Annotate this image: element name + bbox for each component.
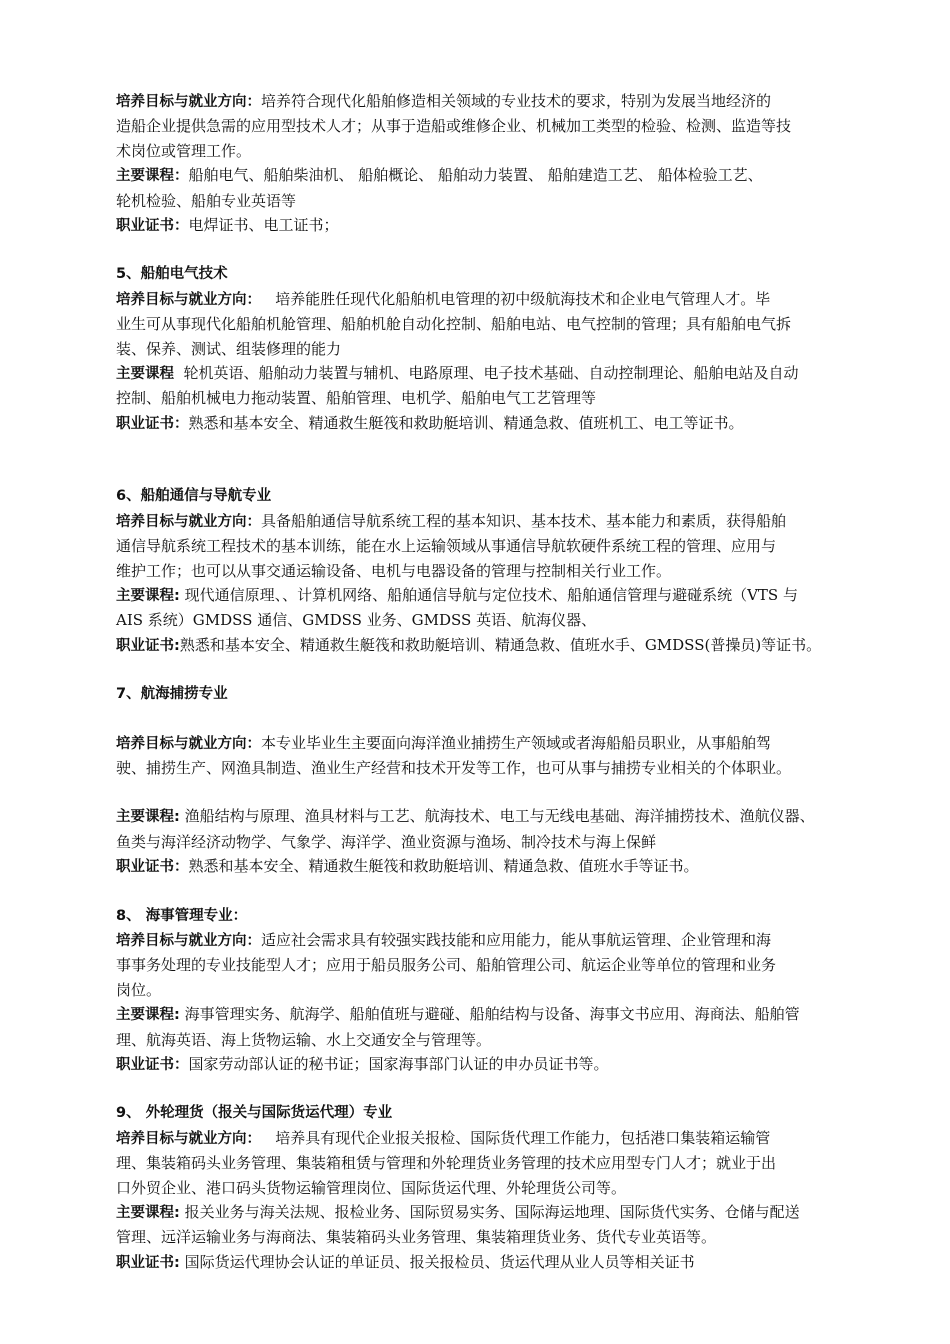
- section-8: [116, 904, 856, 1078]
- course-line: [116, 163, 856, 188]
- goal-text: 适应社会需求具有较强实践技能和应用能力，能从事航运管理、企业管理和海: [261, 930, 772, 949]
- course-text: 轮机检验、船舶专业英语等: [116, 191, 297, 210]
- goal-label: 培养目标与就业方向：: [116, 513, 261, 530]
- goal-line: [116, 928, 856, 953]
- goal-text: 通信导航系统工程技术的基本训练，能在水上运输领域从事通信导航软硬件系统工程的管理、应用与: [116, 537, 777, 556]
- course-text: 管理、远洋运输业务与海商法、集装箱码头业务管理、集装箱理货业务、货代专业英语等。: [116, 1228, 717, 1247]
- section-heading: 6、船舶通信与导航专业: [116, 488, 272, 505]
- goal-text: 岗位。: [116, 980, 162, 999]
- course-text: 轮机英语、船舶动力装置与辅机、电路原理、电子技术基础、自动控制理论、船舶电站及自动: [174, 364, 799, 383]
- goal-line: [116, 731, 856, 756]
- spacer: [116, 880, 856, 904]
- cert-line: [116, 854, 856, 879]
- course-text: 报关业务与海关法规、报检业务、国际贸易实务、国际海运地理、国际货代实务、仓储与配送: [179, 1203, 800, 1222]
- spacer: [116, 707, 856, 731]
- goal-text: 培养具有现代企业报关报检、国际货代理工作能力，包括港口集装箱运输管: [261, 1128, 771, 1147]
- section-5: [116, 262, 856, 436]
- cert-label: 职业证书:: [116, 1254, 180, 1271]
- course-line: [116, 361, 856, 386]
- course-text: 渔船结构与原理、渔具材料与工艺、航海技术、电工与无线电基础、海洋捕捞技术、渔航仪器、: [179, 807, 815, 826]
- spacer: [116, 436, 856, 484]
- course-line: [116, 804, 856, 829]
- cert-label: 职业证书：: [116, 859, 189, 876]
- course-text: 理、航海英语、海上货物运输、水上交通安全与管理等。: [116, 1030, 492, 1049]
- goal-text: 造船企业提供急需的应用型技术人才；从事于造船或维修企业、机械加工类型的检验、检测、监造等技: [116, 117, 792, 136]
- goal-text: 维护工作；也可以从事交通运输设备、电机与电器设备的管理与控制相关行业工作。: [116, 561, 672, 580]
- cert-label: 职业证书：: [116, 415, 189, 432]
- section-7: [116, 682, 856, 879]
- course-text: 海事管理实务、航海学、船舶值班与避碰、船舶结构与设备、海事文书应用、海商法、船舶管: [179, 1005, 800, 1024]
- course-text: 鱼类与海洋经济动物学、气象学、海洋学、渔业资源与渔场、制冷技术与海上保鲜: [116, 832, 657, 851]
- course-label: 主要课程: [116, 366, 174, 383]
- spacer: [116, 780, 856, 804]
- goal-line: [116, 287, 856, 312]
- goal-label: 培养目标与就业方向：: [116, 291, 261, 308]
- cert-label: 职业证书：: [116, 1057, 189, 1073]
- goal-line: [116, 1126, 856, 1151]
- course-text: 船舶电气、船舶柴油机、 船舶概论、 船舶动力装置、 船舶建造工艺、 船体检验工艺、: [188, 166, 763, 185]
- goal-label: 培养目标与就业方向：: [116, 1130, 261, 1147]
- cert-line: [116, 633, 856, 658]
- goal-text: 培养符合现代化船舶修造相关领域的专业技术的要求，特别为发展当地经济的: [261, 92, 772, 110]
- cert-text: 电焊证书、电工证书；: [188, 216, 339, 235]
- goal-label: 培养目标与就业方向：: [116, 94, 261, 110]
- spacer: [116, 238, 856, 262]
- goal-text: 口外贸企业、港口码头货物运输管理岗位、国际货运代理、外轮理货公司等。: [116, 1178, 627, 1197]
- goal-text: 培养能胜任现代化船舶机电管理的初中级航海技术和企业电气管理人才。毕: [261, 289, 771, 308]
- cert-label: 职业证书:: [116, 637, 180, 654]
- course-label: 主要课程:: [116, 809, 180, 826]
- course-label: 主要课程：: [116, 168, 189, 185]
- cert-text: 熟悉和基本安全、精通救生艇筏和救助艇培训、精通急救、值班水手、GMDSS(普操员)等证书。: [179, 635, 822, 654]
- goal-text: 具备船舶通信导航系统工程的基本知识、基本技术、基本能力和素质，获得船舶: [261, 511, 787, 530]
- goal-text: 本专业毕业生主要面向海洋渔业捕捞生产领域或者海船船员职业，从事船舶驾: [261, 733, 772, 752]
- course-line: [116, 1200, 856, 1225]
- section-heading: 8、 海事管理专业：: [116, 907, 248, 924]
- course-label: 主要课程:: [116, 587, 180, 604]
- goal-text: 术岗位或管理工作。: [116, 141, 252, 160]
- cert-text: 国家劳动部认证的秘书证；国家海事部门认证的申办员证书等。: [188, 1055, 609, 1073]
- course-text: 控制、船舶机械电力拖动装置、船舶管理、电机学、船舶电气工艺管理等: [116, 389, 597, 408]
- course-line: [116, 1002, 856, 1027]
- section-heading: 9、 外轮理货（报关与国际货运代理）专业: [116, 1105, 393, 1122]
- spacer: [116, 1077, 856, 1101]
- course-line: [116, 583, 856, 608]
- cert-line: [116, 411, 856, 436]
- cert-text: 国际货运代理协会认证的单证员、报关报检员、货运代理从业人员等相关证书: [179, 1252, 695, 1271]
- goal-text: 装、保养、测试、组装修理的能力: [116, 339, 342, 358]
- section-6: [116, 484, 856, 658]
- course-label: 主要课程:: [116, 1205, 180, 1222]
- goal-line: [116, 89, 856, 114]
- course-text: AIS 系统）GMDSS 通信、GMDSS 业务、GMDSS 英语、航海仪器、: [116, 611, 597, 630]
- course-label: 主要课程:: [116, 1007, 180, 1024]
- goal-label: 培养目标与就业方向：: [116, 932, 261, 949]
- goal-text: 事事务处理的专业技能型人才；应用于船员服务公司、船舶管理公司、航运企业等单位的管理和业务: [116, 956, 777, 975]
- goal-text: 理、集装箱码头业务管理、集装箱租赁与管理和外轮理货业务管理的技术应用型专门人才；就业于出: [116, 1154, 777, 1173]
- document-page: [116, 89, 856, 1275]
- cert-line: [116, 213, 856, 238]
- section-9: [116, 1101, 856, 1275]
- goal-line: [116, 509, 856, 534]
- spacer: [116, 658, 856, 682]
- goal-label: 培养目标与就业方向：: [116, 735, 261, 752]
- cert-label: 职业证书：: [116, 218, 189, 235]
- cert-text: 熟悉和基本安全、精通救生艇筏和救助艇培训、精通急救、值班水手等证书。: [188, 857, 699, 876]
- cert-text: 熟悉和基本安全、精通救生艇筏和救助艇培训、精通急救、值班机工、电工等证书。: [188, 413, 744, 432]
- cert-line: [116, 1052, 856, 1077]
- goal-text: 驶、捕捞生产、网渔具制造、渔业生产经营和技术开发等工作，也可从事与捕捞专业相关的个体职业。: [116, 758, 792, 777]
- section-heading: 7、航海捕捞专业: [116, 686, 228, 703]
- cert-line: [116, 1250, 856, 1275]
- section-heading: 5、船舶电气技术: [116, 266, 228, 283]
- goal-text: 业生可从事现代化船舶机舱管理、船舶机舱自动化控制、船舶电站、电气控制的管理；具有船舶电气拆: [116, 315, 792, 334]
- section-4: [116, 89, 856, 238]
- course-text: 现代通信原理、、计算机网络、船舶通信导航与定位技术、船舶通信管理与避碰系统（VTS 与: [179, 585, 798, 604]
